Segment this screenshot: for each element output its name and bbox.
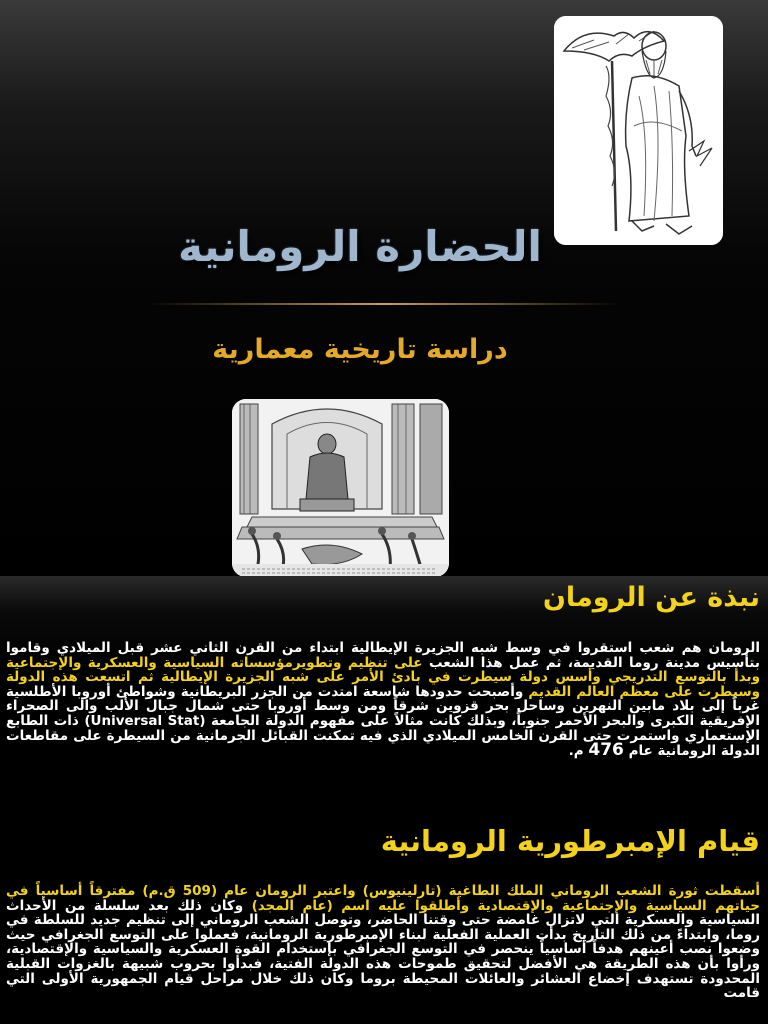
- title-divider: [150, 303, 618, 305]
- presentation-title: الحضارة الرومانية: [178, 222, 542, 271]
- romans-overview-paragraph: [6, 641, 760, 759]
- paragraph-text: الرومان هم شعب استقروا في وسط شبه الجزيرة الإيطالية ابتداء من القرن الثاني عشر قبل الميلادي وقاموا بتأسيس مدينة روما القديمة، ثم عمل هذا الشعب: [6, 640, 760, 671]
- presentation-subtitle: دراسة تاريخية معمارية: [212, 334, 508, 365]
- paragraph-text: م.: [568, 743, 589, 760]
- paragraph-text: وأصبحت حدودها شاسعة امتدت من الجزر البريطانية وشواطئ أوروبا الأطلسية غرباً إلى بلاد مابين النهرين وساحل بحر قزوين شرقاً ومن وسط أوروبا حتى شمال جبال الألب والى الصحراء الإفريقية الكبرى والبحر الأحمر جنوباً، وبذلك كانت مثالاً على مفهوم الدولة الجامعة (Universal Stat) ذات الطابع الإستعماري واستمرت حتى القرن الخامس الميلادي الذي فيه تمكنت القبائل الجرمانية من السيطرة على مقاطعات الدولة الرومانية عام: [6, 683, 760, 760]
- zeus-statue-icon: [554, 16, 723, 245]
- year-value: 476: [588, 740, 624, 761]
- section-heading-empire-rise: قيام الإمبرطورية الرومانية: [380, 824, 760, 858]
- paragraph-text: وكان ذلك بعد سلسلة من الأحداث السياسية والعسكرية التي لاتزال غامضة حتى وقتنا الحاضر، وتوصل الشعب الروماني إلى تنظيم جديد للسلطة في روما، وابتداءً من ذلك التاريخ بدأت العملية الفعلية لبناء الإمبرطورية الرومانية، فعملوا على التوسع الجغرافي حيث وضعوا نصب أعينهم هدفاً أساسياً ينحصر في التوسع الجغرافي بإستخدام القوة العسكرية والسياسية والإقتصادية، ورأوا بأن هذه الطريقة هي الأفضل لتحقيق طموحات هذه الدولة الفتية، فبدأوا بحروب شبيهة بالغزوات القبلية المحدودة تستهدف إخضاع العشائر والعائلات المحيطة بروما وكان ذلك خلال مراحل قيام الجمهورية الأولى التي قامت: [6, 897, 760, 1002]
- highlighted-text: على تنظيم وتطويرمؤسساته السياسية والعسكرية والإجتماعية وبدأ بالتوسع التدريجي وأسس دولة سيطرت في بادئ الأمر على شبه الجزيرة الإيطالية ثم اتسعت هذه الدولة وسيطرت على معظم العالم القديم: [6, 654, 760, 700]
- temple-engraving-icon: [232, 399, 449, 577]
- temple-engraving-image: [232, 399, 449, 577]
- section-heading-romans-overview: نبذة عن الرومان: [542, 582, 760, 613]
- zeus-statue-image: [554, 16, 723, 245]
- empire-rise-paragraph: [6, 884, 760, 1001]
- highlighted-text: أسقطت ثورة الشعب الروماني الملك الطاغية (تارلينيوس) واعتبر الرومان عام (509 ق.م) مفترقاً أساسياً في حياتهم السياسية والإجتماعية والإقتصادية وأطلقوا عليه اسم (عام المجد): [6, 883, 760, 914]
